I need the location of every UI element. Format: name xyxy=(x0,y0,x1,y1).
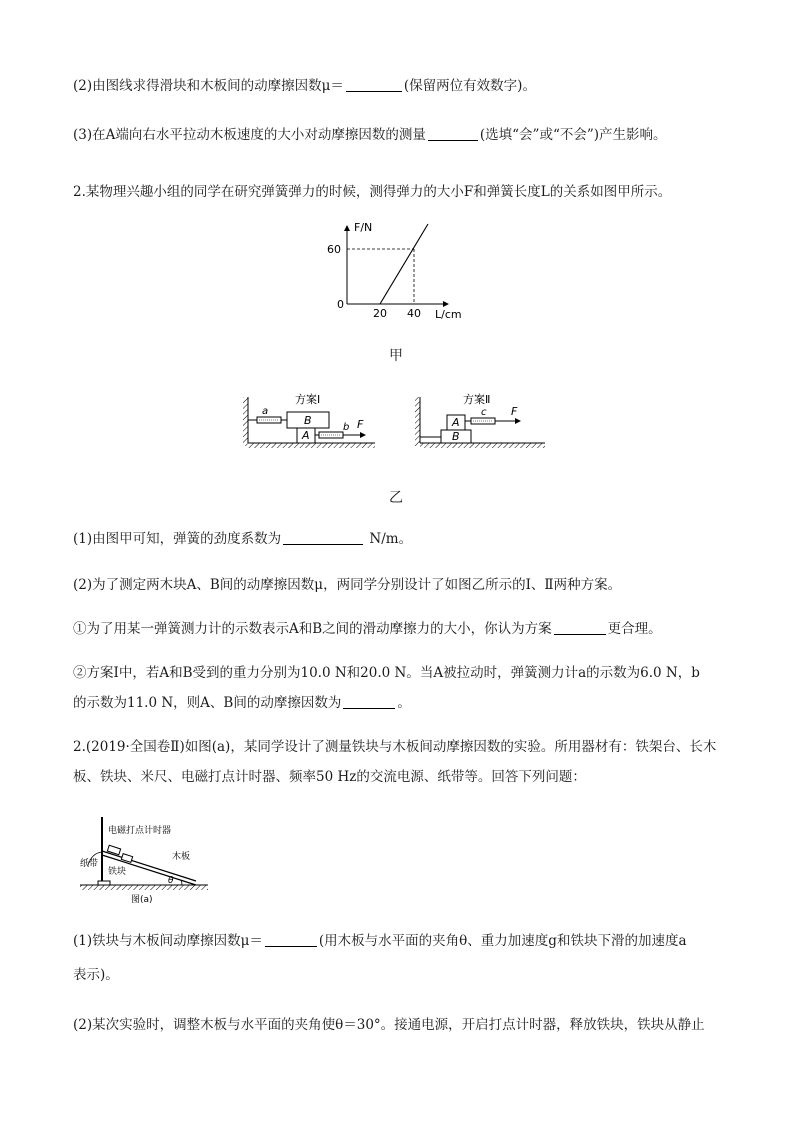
board-label: 木板 xyxy=(172,852,191,862)
scheme-2 xyxy=(415,392,545,448)
line-text: (3)在A端向右水平拉动木板速度的大小对动摩擦因数的测量 xyxy=(73,127,426,143)
block-b-label: B xyxy=(452,430,460,443)
sub-question-a2-line: (2)某次实验时，调整木板与水平面的夹角使θ＝30°。接通电源，开启打点计时器，释放铁块，铁块从静止 xyxy=(73,1017,705,1033)
sub-question-a1-continued: 表示)。 xyxy=(73,967,119,983)
tape-label: 纸带 xyxy=(80,859,99,869)
timer-label: 电磁打点计时器 xyxy=(108,826,172,836)
scheme-1-title: 方案Ⅰ xyxy=(295,393,321,406)
figure-a-caption: 图(a) xyxy=(131,895,153,905)
answer-blank[interactable] xyxy=(343,694,395,709)
y-axis-label: F/N xyxy=(354,221,373,234)
line-text: (用木板与水平面的夹角θ、重力加速度g和铁块下滑的加速度a xyxy=(318,933,687,949)
force-label: F xyxy=(511,405,518,418)
line-text: (选填“会”或“不会”)产生影响。 xyxy=(479,127,667,143)
line-text: (1)铁块与木板间动摩擦因数μ＝ xyxy=(73,933,263,949)
line-text: (2)由图线求得滑块和木板间的动摩擦因数μ＝ xyxy=(73,78,344,94)
scheme-1 xyxy=(243,392,375,448)
x-tick-label: 20 xyxy=(373,307,387,320)
iron-block xyxy=(121,854,132,863)
data-line xyxy=(380,224,428,304)
sub-question-1-line xyxy=(73,530,412,548)
answer-blank[interactable] xyxy=(346,77,402,92)
sub-question-2-line: (2)为了测定两木块A、B间的动摩擦因数μ，两同学分别设计了如图乙所示的Ⅰ、Ⅱ两种方案。 xyxy=(73,577,622,593)
spring-b-label: b xyxy=(343,422,350,433)
figure-jia-graph xyxy=(320,218,480,326)
line-text: ①为了用某一弹簧测力计的示数表示A和B之间的滑动摩擦力的大小，你认为方案 xyxy=(73,621,552,637)
figure-jia-caption: 甲 xyxy=(389,348,403,364)
problem-3-stem-continued: 板、铁块、米尺、电磁打点计时器、频率50 Hz的交流电源、纸带等。回答下列问题： xyxy=(73,769,586,785)
block-b-label: B xyxy=(304,414,312,427)
line-text: (保留两位有效数字)。 xyxy=(403,78,536,94)
block-a-label: A xyxy=(302,429,310,442)
problem-3-stem: 2.(2019·全国卷Ⅱ)如图(a)，某同学设计了测量铁块与木板间动摩擦因数的实验。所用器材有：铁架台、长木 xyxy=(73,739,717,755)
stand-base xyxy=(98,881,110,885)
figure-a-apparatus xyxy=(78,815,213,908)
angle-label: θ xyxy=(168,876,174,886)
line-text: (1)由图甲可知，弹簧的劲度系数为 xyxy=(73,531,282,547)
block-a-label: A xyxy=(452,416,460,429)
line-text: 的示数为11.0 N，则A、B间的动摩擦因数为 xyxy=(73,695,342,711)
force-label: F xyxy=(357,418,364,431)
spring-a-label: a xyxy=(262,406,269,417)
answer-blank[interactable] xyxy=(265,932,317,947)
spring-c-label: c xyxy=(481,407,487,418)
figure-yi-schemes xyxy=(235,388,555,454)
scheme-2-title: 方案Ⅱ xyxy=(463,393,491,406)
x-axis-label: L/cm xyxy=(435,308,462,321)
sub-question-2-2-line: ②方案Ⅰ中，若A和B受到的重力分别为10.0 N和20.0 N。当A被拉动时，弹簧测力计a的示数为6.0 N，b xyxy=(73,665,700,681)
sub-question-2-2-continued xyxy=(73,694,411,712)
answer-blank[interactable] xyxy=(554,620,606,635)
answer-blank[interactable] xyxy=(283,530,363,545)
answer-blank[interactable] xyxy=(428,126,478,141)
sub-question-a1-line xyxy=(73,932,687,950)
problem-2-stem: 2.某物理兴趣小组的同学在研究弹簧弹力的时候，测得弹力的大小F和弹簧长度L的关系如图甲所示。 xyxy=(73,184,672,200)
figure-yi-caption: 乙 xyxy=(389,490,403,506)
y-tick-label: 60 xyxy=(327,243,341,256)
line-text: N/m。 xyxy=(365,531,413,547)
block-label: 铁块 xyxy=(108,867,127,877)
question-2-line xyxy=(73,77,536,95)
line-text: 。 xyxy=(397,695,411,711)
sub-question-2-1-line xyxy=(73,620,662,638)
x-tick-label: 40 xyxy=(407,307,421,320)
question-3-line xyxy=(73,126,667,144)
line-text: 更合理。 xyxy=(607,621,662,637)
origin-label: 0 xyxy=(337,298,344,311)
